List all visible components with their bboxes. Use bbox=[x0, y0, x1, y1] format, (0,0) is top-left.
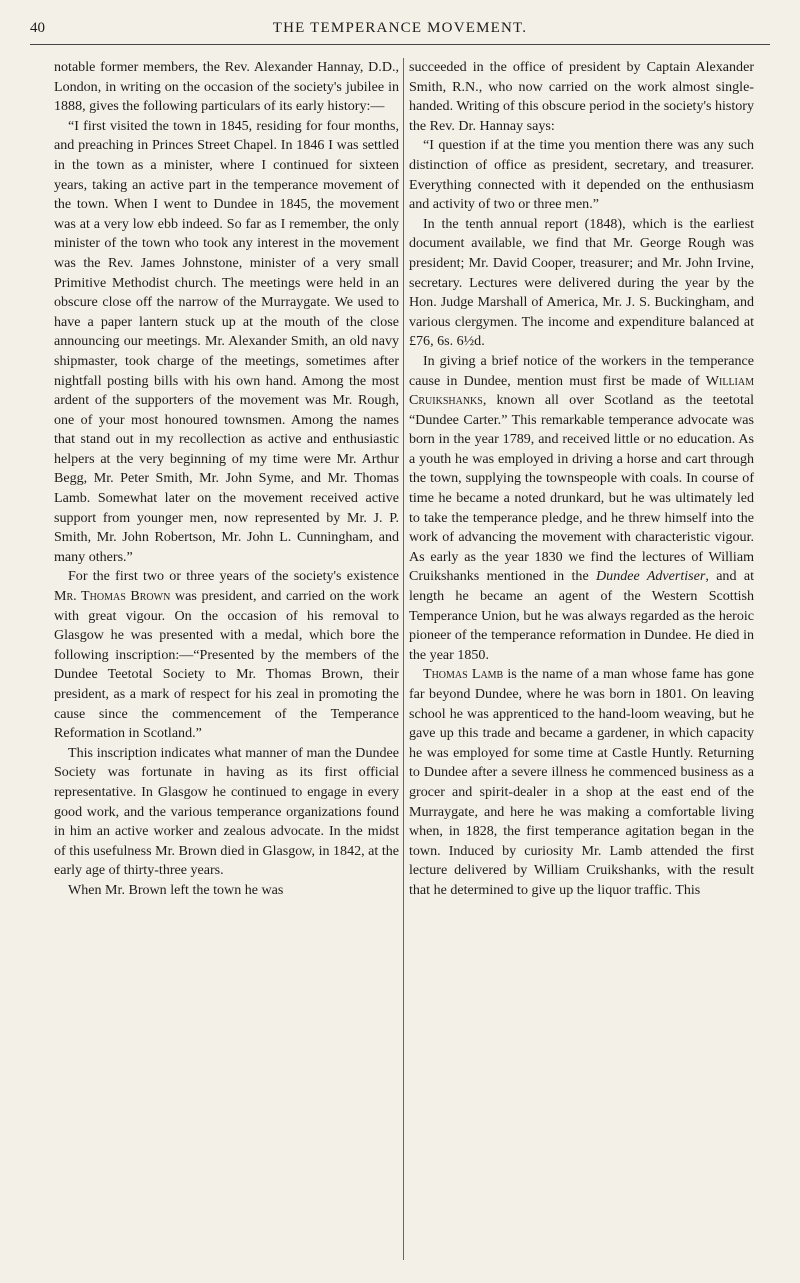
paragraph bbox=[54, 567, 399, 743]
page-header bbox=[30, 18, 770, 45]
left-column bbox=[54, 58, 399, 901]
quote-paragraph: “I first visited the town in 1845, residing for four months, and preaching in Princes Street Chapel. In 1846 I was settled in the town as a minister, where I continued for sixteen years, taking an active part in the temperance movement of the town. When I went to Dundee in 1845, the movement was at a very low ebb indeed. So far as I remember, the only minister of the town who took any interest in the movement was the Rev. James Johnstone, minister of a very small Primitive Methodist church. The meetings were held in an obscure close off the narrow of the Murraygate. We used to have a paper lantern stuck up at the mouth of the close announcing our meetings. Mr. Alexander Smith, an old navy shipmaster, took charge of the meetings, sometimes after nightfall posting bills with his own hand. Among the most ardent of the supporters of the movement was Mr. Rough, one of your most honoured townsmen. Among the names that stand out in my recollection as active and enthusiastic helpers at the very beginning of my time were Mr. Arthur Begg, Mr. Peter Smith, Mr. John Syme, and Mr. Thomas Lamb. Somewhat later on the movement received active support from younger men, now represented by Mr. J. P. Smith, Mr. John Robertson, Mr. John L. Cunningham, and many others.” bbox=[54, 117, 399, 565]
quote-paragraph: “I question if at the time you mention there was any such distinction of office as president, secretary, and treasurer. Everything connected with it depended on the enthusiasm and activity of two or three men.” bbox=[409, 137, 754, 213]
paragraph: This inscription indicates what manner of man the Dundee Society was fortunate in having as its first official representative. In Glasgow he continued to engage in every good work, and the various temperance organizations found in him an active worker and zealous advocate. In the midst of this usefulness Mr. Brown died in Glasgow, in 1842, at the early age of thirty-three years. bbox=[54, 744, 399, 879]
text: In giving a brief notice of the workers in the temperance cause in Dundee, mention must first be made of bbox=[409, 352, 754, 389]
page-number: 40 bbox=[30, 20, 45, 36]
right-column bbox=[409, 58, 754, 901]
running-title: THE TEMPERANCE MOVEMENT. bbox=[272, 20, 528, 36]
person-name: Thomas Lamb bbox=[423, 666, 504, 683]
person-name: Mr. Thomas Brown bbox=[54, 588, 171, 605]
text: For the first two or three years of the society's existence bbox=[68, 568, 399, 585]
column-divider bbox=[403, 58, 404, 1260]
text: is the name of a man whose fame has gone far beyond Dundee, where he was born in 1801. On leaving school he was apprenticed to the hand-loom weaving, but he gave up this trade and became a gardener, in which capacity he was employed for some time at Castle Huntly. Returning to Dundee after a severe illness he commenced business as a grocer and spirit-dealer in a shop at the east end of the Murraygate, and here he was making a comfortable living when, in 1828, the first temperance agitation began in the town. Induced by curiosity Mr. Lamb attended the first lecture delivered by William Cruikshanks, with the result that he determined to give up the liquor traffic. This bbox=[409, 666, 754, 898]
text: , known all over Scotland as the teetotal “Dundee Carter.” This remarkable temperance advocate was born in the year 1789, and received little or no education. As a youth he was employed in driving a horse and cart through the town, supplying the townspeople with coals. In course of time he became a noted drunkard, but he was ultimately led to take the temperance pledge, and he threw himself into the work of advancing the movement with characteristic vigour. As early as the year 1830 we find the lectures of William Cruikshanks mentioned in the bbox=[409, 392, 754, 585]
paragraph: notable former members, the Rev. Alexander Hannay, D.D., London, in writing on the occasion of the society's jubilee in 1888, gives the following particulars of its early history:— bbox=[54, 59, 399, 115]
newspaper-title: Dundee Advertiser bbox=[596, 568, 706, 585]
text: was president, and carried on the work with great vigour. On the occasion of his removal to Glasgow he was presented with a medal, which bore the following inscription:—“Presented by the members of the Dundee Teetotal Society to Mr. Thomas Brown, their president, as a mark of respect for his zeal in promoting the cause since the commencement of the Temperance Reformation in Scotland.” bbox=[54, 588, 399, 742]
text: , and at length he became an agent of the Western Scottish Temperance Union, but he was always regarded as the heroic pioneer of the temperance reformation in Dundee. He died in the year 1850. bbox=[409, 568, 754, 663]
paragraph bbox=[409, 352, 754, 666]
paragraph: succeeded in the office of president by Captain Alexander Smith, R.N., who now carried on the work almost single-handed. Writing of this obscure period in the society's history the Rev. Dr. Hannay says: bbox=[409, 59, 755, 134]
person-name: William Cruikshanks bbox=[409, 372, 754, 409]
paragraph bbox=[409, 665, 754, 900]
paragraph: When Mr. Brown left the town he was bbox=[68, 881, 284, 898]
paragraph: In the tenth annual report (1848), which is the earliest document available, we find that Mr. George Rough was president; Mr. David Cooper, treasurer; and Mr. John Irvine, secretary. Lectures were delivered during the year by the Hon. Judge Marshall of America, Mr. J. S. Buckingham, and various clergymen. The income and expenditure balanced at £76, 6s. 6½d. bbox=[409, 215, 754, 350]
